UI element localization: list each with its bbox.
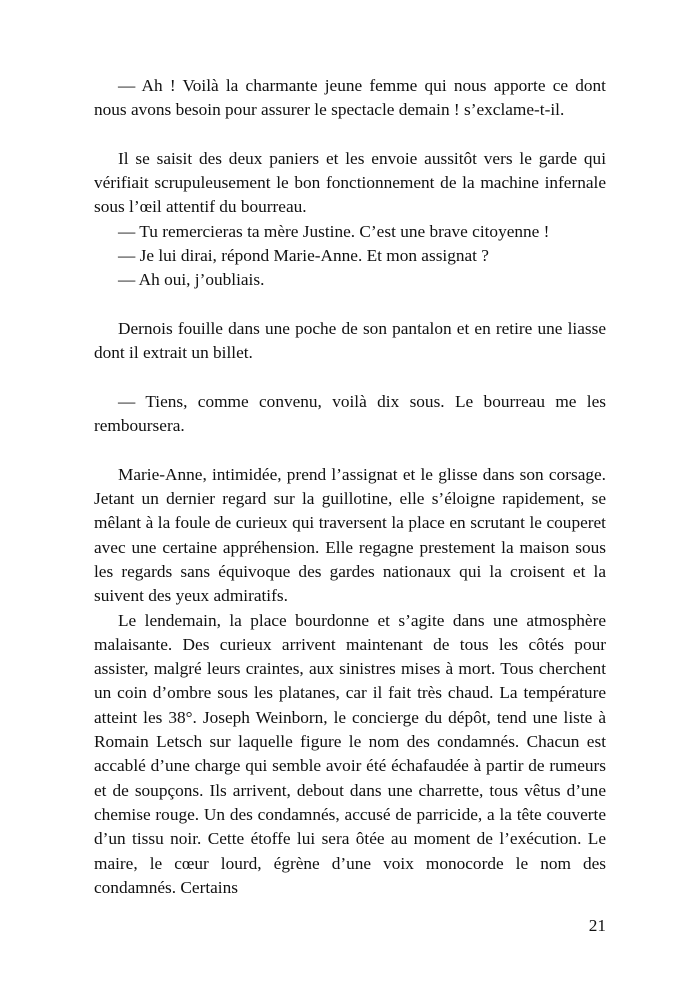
paragraph-6: Dernois fouille dans une poche de son pantalon et en retire une liasse dont il extrait un billet. [94, 318, 606, 363]
paragraph-9: Le lendemain, la place bourdonne et s’agite dans une atmosphère malaisante. Des curieux arrivent maintenant de tous les côtés pour assister, malgré leurs craintes, aux sinistres mises à mort. Tous cherchent un coin d’ombre sous les platanes, car il fait très chaud. La température atteint les 38°. Joseph Weinborn, le concierge du dépôt, tend une liste à Romain Letsch sur laquelle figure le nom des condamnés. Chacun est accablé d’une charge qui semble avoir été échafaudée à partir de rumeurs et de soupçons. Ils arrivent, debout dans une charrette, tous vêtus d’une chemise rouge. Un des condamnés, accusé de parricide, a la tête couverte d’un tissu noir. Cette étoffe lui sera ôtée au moment de l’exécution. Le maire, le cœur lourd, égrène d’une voix monocorde le nom des condamnés. Certains [94, 610, 606, 897]
paragraph-4: — Je lui dirai, répond Marie-Anne. Et mon assignat ? [118, 246, 489, 266]
paragraph-5: — Ah oui, j’oubliais. [118, 270, 265, 290]
paragraph-3: — Tu remercieras ta mère Justine. C’est une brave citoyenne ! [118, 221, 550, 241]
paragraph-8: Marie-Anne, intimidée, prend l’assignat et le glisse dans son corsage. Jetant un dernier regard sur la guillotine, elle s’éloigne rapidement, se mêlant à la foule de curieux qui traversent la place en scrutant le couperet avec une certaine appréhension. Elle regagne prestement la maison sous les regards sans équivoque des gardes nationaux qui la croisent et la suivent des yeux admiratifs. [94, 464, 606, 606]
page-number: 21 [588, 916, 606, 935]
paragraph-1: — Ah ! Voilà la charmante jeune femme qui nous apporte ce dont nous avons besoin pour assurer le spectacle demain ! s’exclame-t-il. [94, 76, 606, 120]
page-body [94, 74, 606, 900]
paragraph-2: Il se saisit des deux paniers et les envoie aussitôt vers le garde qui vérifiait scrupuleusement le bon fonctionnement de la machine infernale sous l’œil attentif du bourreau. [94, 148, 606, 217]
paragraph-7: — Tiens, comme convenu, voilà dix sous. Le bourreau me les remboursera. [94, 391, 606, 436]
